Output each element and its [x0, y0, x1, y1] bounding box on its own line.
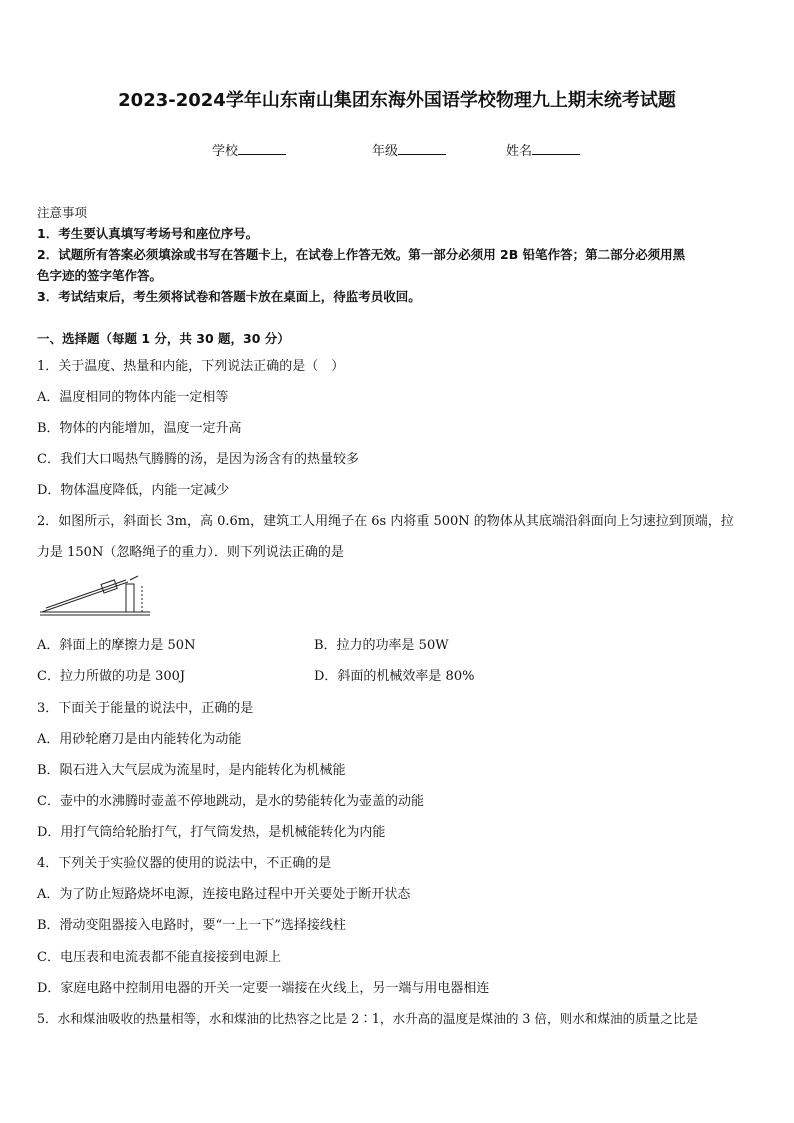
option-c: C．电压表和电流表都不能直接接到电源上 [37, 950, 281, 965]
option-a: A．为了防止短路烧坏电源，连接电路过程中开关要处于断开状态 [37, 887, 411, 902]
question-stem-cont: 力是 150N（忽略绳子的重力）．则下列说法正确的是 [37, 545, 344, 560]
option-a: A．斜面上的摩擦力是 50N [37, 638, 196, 653]
notice-item: 3．考试结束后，考生须将试卷和答题卡放在桌面上，待监考员收回。 [37, 289, 421, 304]
option-a: A．温度相同的物体内能一定相等 [37, 390, 229, 405]
support-post [126, 584, 134, 612]
name-field [506, 140, 580, 159]
exam-title: 2023-2024学年山东南山集团东海外国语学校物理九上期末统考试题 [118, 90, 676, 111]
grade-label: 年级 [372, 144, 399, 159]
notice-item: 2．试题所有答案必须填涂或书写在答题卡上，在试卷上作答无效。第一部分必须用 2B 铅笔作答；第二部分必须用黑 [37, 247, 686, 262]
option-d: D．物体温度降低，内能一定减少 [37, 483, 230, 498]
grade-blank[interactable] [398, 142, 446, 155]
incline-diagram [40, 576, 150, 615]
option-c: C．我们大口喝热气腾腾的汤，是因为汤含有的热量较多 [37, 452, 359, 467]
school-blank[interactable] [238, 142, 286, 155]
name-blank[interactable] [532, 142, 580, 155]
grade-field [372, 140, 446, 159]
incline-surface [42, 582, 128, 612]
rope-line [46, 580, 126, 608]
option-b: B．滑动变阻器接入电路时，要“一上一下”选择接线柱 [37, 918, 346, 933]
option-d: D．用打气筒给轮胎打气，打气筒发热，是机械能转化为内能 [37, 825, 386, 840]
option-c: C．拉力所做的功是 300J [37, 669, 186, 684]
option-c: C．壶中的水沸腾时壶盖不停地跳动，是水的势能转化为壶盖的动能 [37, 794, 424, 809]
notice-item: 色字迹的签字笔作答。 [37, 268, 163, 283]
name-label: 姓名 [506, 144, 533, 159]
question-stem: 2．如图所示，斜面长 3m，高 0.6m，建筑工人用绳子在 6s 内将重 500N 的物体从其底端沿斜面向上匀速拉到顶端，拉 [37, 514, 734, 529]
option-b: B．陨石进入大气层成为流星时，是内能转化为机械能 [37, 763, 346, 778]
pull-arrow [130, 576, 138, 580]
school-label: 学校 [212, 144, 239, 159]
option-d: D．家庭电路中控制用电器的开关一定要一端接在火线上，另一端与用电器相连 [37, 981, 490, 996]
question-stem: 4．下列关于实验仪器的使用的说法中，不正确的是 [37, 856, 332, 871]
school-field [212, 140, 286, 159]
question-stem: 1．关于温度、热量和内能，下列说法正确的是（ ） [37, 359, 345, 374]
question-stem: 5．水和煤油吸收的热量相等，水和煤油的比热容之比是 2∶1，水升高的温度是煤油的 3 倍，则水和煤油的质量之比是 [37, 1011, 699, 1026]
notice-heading: 注意事项 [37, 205, 88, 220]
notice-item: 1．考生要认真填写考场号和座位序号。 [37, 226, 259, 241]
option-a: A．用砂轮磨刀是由内能转化为动能 [37, 732, 242, 747]
option-b: B．拉力的功率是 50W [314, 638, 449, 653]
incline-figure [38, 572, 158, 618]
section-heading: 一、选择题（每题 1 分，共 30 题，30 分） [37, 331, 290, 346]
question-stem: 3．下面关于能量的说法中，正确的是 [37, 701, 254, 716]
option-b: B．物体的内能增加，温度一定升高 [37, 421, 242, 436]
option-d: D．斜面的机械效率是 80% [314, 669, 475, 684]
